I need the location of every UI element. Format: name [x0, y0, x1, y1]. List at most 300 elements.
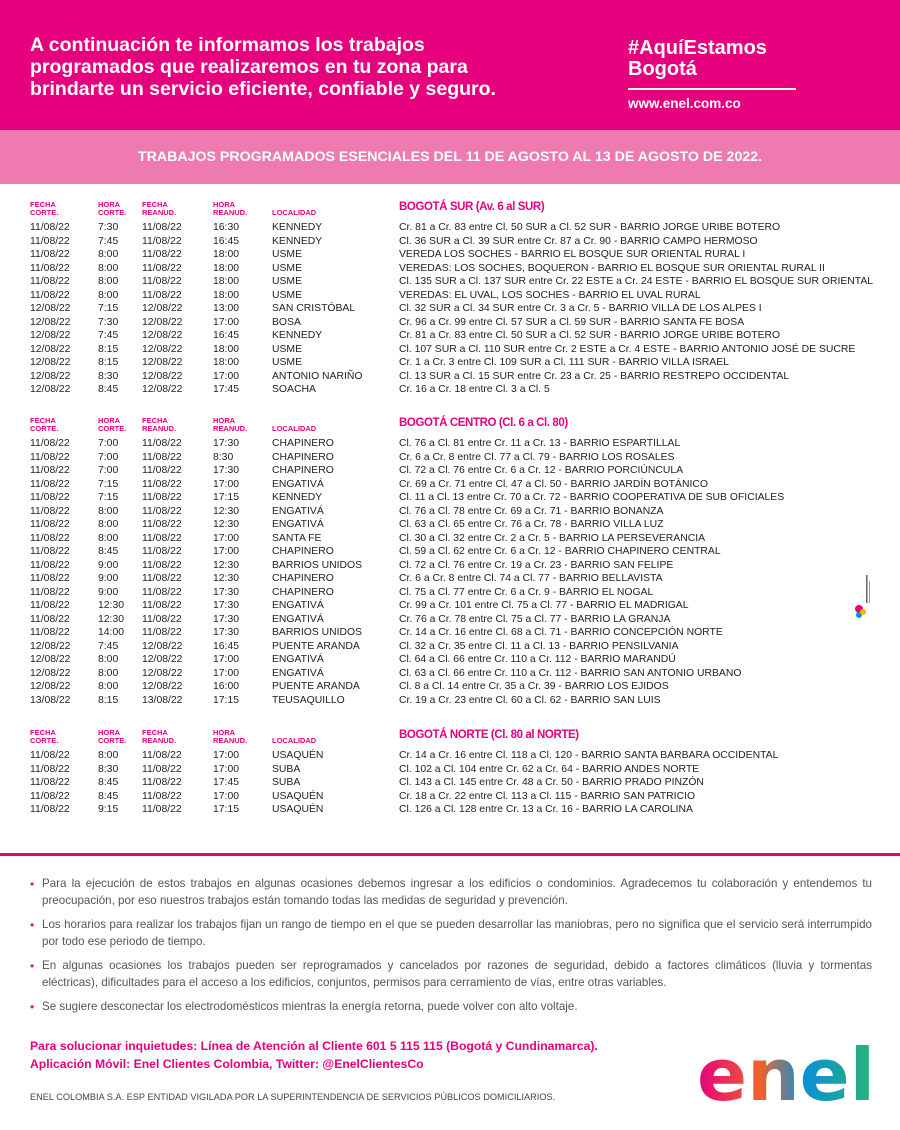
cell-address: Cr. 1 a Cr. 3 entre Cl. 109 SUR a Cl. 111 SUR - BARRIO VILLA ISRAEL: [399, 357, 729, 368]
cell-time-resume: 18:00: [213, 249, 240, 260]
table-row: [0, 613, 900, 627]
column-header-text: FECHA: [30, 728, 56, 737]
column-header-text: HORA: [98, 416, 121, 425]
hashtag-line: Bogotá: [628, 58, 697, 80]
cell-time-cut: 7:15: [98, 492, 119, 503]
contact-info: [30, 1037, 690, 1073]
cell-date-resume: 11/08/22: [142, 249, 182, 260]
cell-date-cut: 11/08/22: [30, 465, 70, 476]
cell-locality: ENGATIVÁ: [272, 519, 324, 530]
cell-date-cut: 11/08/22: [30, 519, 70, 530]
cell-date-resume: 11/08/22: [142, 519, 182, 530]
cell-date-resume: 12/08/22: [142, 370, 183, 382]
section-block: [0, 201, 900, 397]
cell-locality: ENGATIVÁ: [272, 505, 324, 517]
cell-address: Cr. 96 a Cr. 99 entre Cl. 57 SUR a Cl. 59 SUR - BARRIO SANTA FE BOSA: [399, 316, 745, 328]
cell-date-resume: 11/08/22: [142, 627, 182, 638]
cell-locality: KENNEDY: [272, 222, 323, 233]
cell-locality: CHAPINERO: [272, 451, 334, 463]
cell-time-cut: 8:15: [98, 694, 119, 706]
cell-time-resume: 18:00: [213, 343, 240, 355]
cell-date-cut: 11/08/22: [30, 546, 70, 557]
cell-date-resume: 12/08/22: [142, 316, 183, 328]
note-text: Los horarios para realizar los trabajos fijan un rango de tiempo en el que se pueden desarrollar las maniobras, pero no significa que el servicio será interrumpido por todo ese periodo de tiempo.: [42, 918, 872, 948]
cell-address: VEREDAS: LOS SOCHES, BOQUERON - BARRIO EL BOSQUE SUR ORIENTAL RURAL II: [399, 262, 825, 274]
cell-date-cut: 11/08/22: [30, 235, 70, 247]
schedule-title: TRABAJOS PROGRAMADOS ESENCIALES DEL 11 DE AGOSTO AL 13 DE AGOSTO DE 2022.: [0, 130, 900, 184]
table-row: [0, 532, 900, 546]
table-row: [0, 437, 900, 451]
intro-text: [30, 34, 590, 100]
cell-date-cut: 13/08/22: [30, 694, 71, 706]
column-header: [213, 729, 247, 745]
cell-date-cut: 11/08/22: [30, 478, 70, 490]
cell-address: Cl. 8 a Cl. 14 entre Cr. 35 a Cr. 39 - BARRIO LOS EJIDOS: [399, 681, 669, 692]
cell-time-resume: 8:30: [213, 451, 234, 463]
cell-date-cut: 12/08/22: [30, 384, 71, 395]
hashtag-line: #AquíEstamos: [628, 37, 767, 59]
cell-locality: SAN CRISTÓBAL: [272, 303, 356, 314]
cell-date-resume: 11/08/22: [142, 235, 182, 247]
cell-locality: CHAPINERO: [272, 546, 334, 557]
cell-time-resume: 17:15: [213, 804, 240, 815]
cell-address: Cl. 107 SUR a Cl. 110 SUR entre Cr. 2 ESTE a Cr. 4 ESTE - BARRIO ANTONIO JOSÉ DE SUCRE: [399, 343, 856, 355]
cell-time-resume: 12:30: [213, 505, 240, 517]
cell-address: Cr. 16 a Cr. 18 entre Cl. 3 a Cl. 5: [399, 384, 550, 395]
cell-address: Cl. 11 a Cl. 13 entre Cr. 70 a Cr. 72 - BARRIO COOPERATIVA DE SUB OFICIALES: [399, 492, 785, 503]
cell-address: Cr. 81 a Cr. 83 entre Cl. 50 SUR a Cl. 52 SUR - BARRIO JORGE URIBE BOTERO: [399, 222, 781, 233]
divider: [628, 88, 796, 90]
cell-address: Cl. 135 SUR a Cl. 137 SUR entre Cr. 22 ESTE a Cr. 24 ESTE - BARRIO EL BOSQUE SUR ORIENTAL: [399, 276, 874, 287]
supervision-logo: [853, 571, 873, 621]
cell-locality: KENNEDY: [272, 235, 323, 247]
table-row: [0, 545, 900, 559]
cell-date-cut: 12/08/22: [30, 316, 71, 328]
cell-time-cut: 8:45: [98, 790, 119, 802]
cell-time-cut: 12:30: [98, 613, 125, 625]
cell-date-cut: 11/08/22: [30, 586, 70, 598]
cell-date-cut: 11/08/22: [30, 777, 70, 788]
column-header-localidad: LOCALIDAD: [272, 424, 317, 433]
column-header-text: REANUD.: [142, 424, 177, 433]
cell-date-cut: 11/08/22: [30, 438, 70, 449]
table-row: [0, 640, 900, 654]
table-row: [0, 343, 900, 357]
table-row: [0, 667, 900, 681]
cell-address: Cr. 14 a Cr. 16 entre Cl. 68 a Cl. 71 - BARRIO CONCEPCIÓN NORTE: [399, 627, 723, 638]
cell-address: Cl. 32 a Cr. 35 entre Cl. 11 a Cl. 13 - BARRIO PENSILVANIA: [399, 640, 679, 652]
cell-date-cut: 11/08/22: [30, 276, 70, 287]
cell-time-cut: 14:00: [98, 627, 125, 638]
cell-time-cut: 7:15: [98, 478, 119, 490]
cell-time-cut: 9:00: [98, 559, 119, 571]
cell-time-resume: 16:45: [213, 640, 240, 652]
cell-address: Cl. 36 SUR a Cl. 39 SUR entre Cr. 87 a Cr. 90 - BARRIO CAMPO HERMOSO: [399, 235, 758, 247]
cell-date-cut: 11/08/22: [30, 505, 70, 517]
column-header: [98, 417, 126, 433]
cell-time-cut: 8:45: [98, 777, 119, 788]
cell-locality: ANTONIO NARIÑO: [272, 370, 363, 382]
cell-time-resume: 12:30: [213, 559, 240, 571]
section-title: BOGOTÁ CENTRO (Cl. 6 a Cl. 80): [399, 417, 568, 429]
intro-line: A continuación te informamos los trabajos: [30, 34, 425, 56]
table-row: [0, 763, 900, 777]
note-text: En algunas ocasiones los trabajos pueden ser reprogramados y cancelados por razones de seguridad, debido a factores climáticos (lluvia y tormentas eléctricas), dificultades para el acceso a los edificios, conjuntos, permisos para cerramiento de vías, entre otras variables.: [42, 959, 872, 989]
cell-time-resume: 12:30: [213, 573, 240, 584]
cell-locality: ENGATIVÁ: [272, 600, 324, 611]
cell-date-resume: 11/08/22: [142, 790, 182, 802]
table-row: [0, 680, 900, 694]
cell-time-cut: 8:00: [98, 276, 119, 287]
cell-date-cut: 12/08/22: [30, 667, 71, 679]
cell-date-resume: 11/08/22: [142, 465, 182, 476]
column-header-text: CORTE.: [98, 208, 127, 217]
bullet-icon: •: [30, 877, 35, 891]
column-header-text: HORA: [213, 416, 236, 425]
cell-address: Cl. 30 a Cl. 32 entre Cr. 2 a Cr. 5 - BARRIO LA PERSEVERANCIA: [399, 532, 706, 544]
cell-time-cut: 8:15: [98, 343, 119, 355]
table-row: [0, 626, 900, 640]
cell-date-resume: 11/08/22: [142, 750, 182, 761]
cell-address: Cr. 69 a Cr. 71 entre Cl. 47 a Cl. 50 - BARRIO JARDÍN BOTÁNICO: [399, 478, 708, 490]
note-item: [30, 958, 872, 991]
table-row: [0, 356, 900, 370]
table-row: [0, 464, 900, 478]
contact-line: Aplicación Móvil: Enel Clientes Colombia, Twitter: @EnelClientesCo: [30, 1057, 424, 1071]
cell-date-resume: 12/08/22: [142, 330, 183, 341]
cell-date-cut: 12/08/22: [30, 370, 71, 382]
cell-time-resume: 16:45: [213, 235, 240, 247]
column-header-text: HORA: [98, 728, 121, 737]
cell-date-resume: 12/08/22: [142, 384, 183, 395]
cell-time-cut: 7:30: [98, 222, 119, 233]
cell-time-cut: 7:45: [98, 640, 119, 652]
column-header-localidad: LOCALIDAD: [272, 208, 317, 217]
cell-date-resume: 11/08/22: [142, 600, 182, 611]
cell-date-cut: 11/08/22: [30, 613, 70, 625]
cell-time-cut: 8:00: [98, 532, 119, 544]
cell-date-resume: 11/08/22: [142, 613, 182, 625]
bullet-icon: •: [30, 918, 35, 932]
cell-date-cut: 12/08/22: [30, 681, 71, 692]
column-header-text: REANUD.: [142, 736, 177, 745]
column-header: [142, 417, 176, 433]
table-row: [0, 451, 900, 465]
cell-time-resume: 17:00: [213, 316, 240, 328]
cell-date-resume: 11/08/22: [142, 763, 182, 775]
cell-date-cut: 12/08/22: [30, 640, 71, 652]
cell-address: Cl. 76 a Cl. 81 entre Cr. 11 a Cr. 13 - BARRIO ESPARTILLAL: [399, 438, 681, 449]
cell-time-resume: 12:30: [213, 519, 240, 530]
cell-date-cut: 12/08/22: [30, 343, 71, 355]
cell-locality: USAQUÉN: [272, 790, 324, 802]
cell-date-resume: 11/08/22: [142, 276, 182, 287]
cell-date-cut: 11/08/22: [30, 532, 70, 544]
cell-date-cut: 11/08/22: [30, 600, 70, 611]
cell-time-resume: 17:45: [213, 777, 240, 788]
cell-time-resume: 17:00: [213, 667, 240, 679]
cell-time-cut: 12:30: [98, 600, 125, 611]
bullet-icon: •: [30, 1000, 35, 1014]
intro-line: brindarte un servicio eficiente, confiable y seguro.: [30, 78, 496, 100]
column-header-row: [0, 417, 900, 437]
cell-address: Cl. 32 SUR a Cl. 34 SUR entre Cr. 3 a Cr. 5 - BARRIO VILLA DE LOS ALPES I: [399, 303, 762, 314]
column-header: [30, 201, 58, 217]
table-row: [0, 235, 900, 249]
cell-time-resume: 17:00: [213, 370, 240, 382]
section-title: BOGOTÁ NORTE (Cl. 80 al NORTE): [399, 729, 579, 741]
table-row: [0, 586, 900, 600]
cell-time-cut: 8:00: [98, 289, 119, 301]
cell-locality: SOACHA: [272, 384, 316, 395]
table-row: [0, 790, 900, 804]
section-block: [0, 417, 900, 707]
cell-date-cut: 11/08/22: [30, 451, 70, 463]
cell-locality: USAQUÉN: [272, 804, 324, 815]
cell-date-resume: 11/08/22: [142, 559, 182, 571]
column-header-text: FECHA: [30, 200, 56, 209]
cell-locality: SUBA: [272, 777, 301, 788]
cell-time-cut: 8:00: [98, 249, 119, 260]
cell-time-cut: 7:30: [98, 316, 119, 328]
cell-locality: CHAPINERO: [272, 438, 334, 449]
cell-address: Cl. 63 a Cl. 65 entre Cr. 76 a Cr. 78 - BARRIO VILLA LUZ: [399, 519, 664, 530]
cell-locality: USME: [272, 262, 303, 274]
cell-date-resume: 11/08/22: [142, 532, 182, 544]
cell-date-resume: 11/08/22: [142, 262, 182, 274]
cell-date-cut: 11/08/22: [30, 492, 70, 503]
cell-time-resume: 17:00: [213, 763, 240, 775]
cell-date-resume: 12/08/22: [142, 640, 183, 652]
cell-time-resume: 18:00: [213, 262, 240, 274]
cell-time-resume: 17:15: [213, 492, 240, 503]
column-header-text: HORA: [213, 728, 236, 737]
cell-time-resume: 16:00: [213, 681, 240, 692]
cell-time-resume: 17:30: [213, 613, 240, 625]
column-header: [98, 201, 126, 217]
cell-time-resume: 17:45: [213, 384, 240, 395]
cell-address: Cr. 76 a Cr. 78 entre Cl. 75 a Cl. 77 - BARRIO LA GRANJA: [399, 613, 671, 625]
cell-date-resume: 11/08/22: [142, 451, 182, 463]
column-header: [142, 201, 176, 217]
cell-time-cut: 9:00: [98, 586, 119, 598]
cell-locality: TEUSAQUILLO: [272, 694, 345, 706]
cell-time-resume: 17:30: [213, 438, 240, 449]
column-header-localidad: LOCALIDAD: [272, 736, 317, 745]
column-header-text: CORTE.: [30, 424, 59, 433]
table-row: [0, 803, 900, 817]
cell-time-cut: 7:45: [98, 235, 119, 247]
cell-locality: SANTA FE: [272, 532, 322, 544]
cell-time-cut: 8:00: [98, 654, 119, 665]
cell-time-resume: 16:45: [213, 330, 240, 341]
table-row: [0, 572, 900, 586]
cell-locality: CHAPINERO: [272, 573, 334, 584]
column-header-text: CORTE.: [98, 736, 127, 745]
cell-time-resume: 13:00: [213, 303, 240, 314]
cell-date-cut: 12/08/22: [30, 654, 71, 665]
cell-time-resume: 18:00: [213, 276, 240, 287]
cell-locality: KENNEDY: [272, 330, 323, 341]
cell-date-cut: 11/08/22: [30, 262, 70, 274]
cell-date-resume: 11/08/22: [142, 573, 182, 584]
cell-locality: CHAPINERO: [272, 465, 334, 476]
cell-address: Cl. 64 a Cl. 66 entre Cr. 110 a Cr. 112 - BARRIO MARANDÚ: [399, 654, 676, 665]
divider: [0, 853, 900, 856]
table-row: [0, 518, 900, 532]
cell-time-cut: 7:00: [98, 438, 119, 449]
cell-time-cut: 8:00: [98, 519, 119, 530]
cell-date-resume: 12/08/22: [142, 667, 183, 679]
notes-list: [30, 876, 872, 1024]
column-header-row: [0, 201, 900, 221]
cell-date-cut: 11/08/22: [30, 627, 70, 638]
cell-locality: USAQUÉN: [272, 750, 324, 761]
cell-address: Cr. 6 a Cr. 8 entre Cl. 74 a Cl. 77 - BARRIO BELLAVISTA: [399, 573, 663, 584]
note-text: Se sugiere desconectar los electrodomésticos mientras la energía retorna, puede volver con alto voltaje.: [42, 1000, 578, 1013]
cell-address: VEREDAS: EL UVAL, LOS SOCHES - BARRIO EL UVAL RURAL: [399, 289, 701, 301]
cell-date-cut: 12/08/22: [30, 357, 71, 368]
cell-time-resume: 17:00: [213, 532, 240, 544]
cell-date-cut: 11/08/22: [30, 222, 70, 233]
cell-date-cut: 11/08/22: [30, 249, 70, 260]
cell-time-cut: 9:00: [98, 573, 119, 584]
cell-time-cut: 8:45: [98, 546, 119, 557]
table-row: [0, 262, 900, 276]
column-header-row: [0, 729, 900, 749]
cell-address: Cl. 63 a Cl. 66 entre Cr. 110 a Cr. 112 - BARRIO SAN ANTONIO URBANO: [399, 667, 742, 679]
column-header-text: REANUD.: [213, 424, 248, 433]
cell-time-resume: 17:30: [213, 586, 240, 598]
cell-address: Cl. 143 a Cl. 145 entre Cr. 48 a Cr. 50 - BARRIO PRADO PINZÓN: [399, 777, 704, 788]
cell-time-cut: 7:15: [98, 303, 119, 314]
cell-address: Cl. 75 a Cl. 77 entre Cr. 6 a Cr. 9 - BARRIO EL NOGAL: [399, 586, 654, 598]
cell-date-resume: 12/08/22: [142, 654, 183, 665]
cell-locality: BARRIOS UNIDOS: [272, 627, 363, 638]
cell-time-cut: 7:45: [98, 330, 119, 341]
cell-date-resume: 11/08/22: [142, 289, 182, 301]
column-header: [213, 201, 247, 217]
cell-address: Cl. 13 SUR a Cl. 15 SUR entre Cr. 23 a Cr. 25 - BARRIO RESTREPO OCCIDENTAL: [399, 370, 790, 382]
cell-date-cut: 12/08/22: [30, 303, 71, 314]
cell-date-resume: 11/08/22: [142, 586, 182, 598]
cell-locality: BARRIOS UNIDOS: [272, 559, 363, 571]
cell-time-resume: 16:30: [213, 222, 240, 233]
cell-time-cut: 8:45: [98, 384, 119, 395]
table-row: [0, 559, 900, 573]
cell-date-cut: 12/08/22: [30, 330, 71, 341]
enel-logo: [697, 1040, 879, 1108]
cell-address: VEREDA LOS SOCHES - BARRIO EL BOSQUE SUR ORIENTAL RURAL I: [399, 249, 746, 260]
cell-time-resume: 17:15: [213, 694, 240, 706]
intro-line: programados que realizaremos en tu zona para: [30, 56, 468, 78]
cell-date-resume: 11/08/22: [142, 505, 182, 517]
cell-time-cut: 8:00: [98, 681, 119, 692]
cell-address: Cr. 19 a Cr. 23 entre Cl. 60 a Cl. 62 - BARRIO SAN LUIS: [399, 694, 661, 706]
table-row: [0, 329, 900, 343]
cell-address: Cr. 14 a Cr. 16 entre Cl. 118 a Cl. 120 - BARRIO SANTA BARBARA OCCIDENTAL: [399, 750, 779, 761]
cell-date-cut: 11/08/22: [30, 289, 70, 301]
website-link[interactable]: www.enel.com.co: [628, 96, 741, 111]
cell-date-cut: 11/08/22: [30, 763, 70, 775]
svg-text:enel: enel: [697, 1040, 875, 1108]
cell-date-resume: 11/08/22: [142, 492, 182, 503]
cell-locality: ENGATIVÁ: [272, 613, 324, 625]
note-item: [30, 917, 872, 950]
column-header-text: HORA: [98, 200, 121, 209]
column-header-text: REANUD.: [213, 736, 248, 745]
table-row: [0, 248, 900, 262]
cell-locality: ENGATIVÁ: [272, 667, 324, 679]
cell-address: Cl. 76 a Cl. 78 entre Cr. 69 a Cr. 71 - BARRIO BONANZA: [399, 505, 664, 517]
cell-time-cut: 8:00: [98, 750, 119, 761]
cell-time-resume: 17:30: [213, 627, 240, 638]
column-header-text: CORTE.: [30, 736, 59, 745]
cell-date-cut: 11/08/22: [30, 750, 70, 761]
cell-date-resume: 11/08/22: [142, 478, 182, 490]
bullet-icon: •: [30, 959, 35, 973]
table-row: [0, 599, 900, 613]
cell-locality: USME: [272, 357, 303, 368]
cell-date-resume: 11/08/22: [142, 777, 182, 788]
column-header-text: HORA: [213, 200, 236, 209]
cell-date-resume: 12/08/22: [142, 681, 183, 692]
cell-address: Cl. 72 a Cl. 76 entre Cr. 19 a Cr. 23 - BARRIO SAN FELIPE: [399, 559, 674, 571]
cell-locality: USME: [272, 343, 303, 355]
cell-time-resume: 17:00: [213, 478, 240, 490]
cell-locality: PUENTE ARANDA: [272, 640, 360, 652]
cell-address: Cr. 99 a Cr. 101 entre Cl. 75 a Cl. 77 - BARRIO EL MADRIGAL: [399, 600, 689, 611]
cell-time-cut: 8:15: [98, 357, 119, 368]
note-item: [30, 876, 872, 909]
column-header: [142, 729, 176, 745]
column-header: [98, 729, 126, 745]
cell-time-cut: 7:00: [98, 451, 119, 463]
cell-date-cut: 11/08/22: [30, 573, 70, 584]
cell-time-cut: 8:30: [98, 763, 119, 775]
header-banner: [0, 0, 900, 130]
cell-locality: SUBA: [272, 763, 301, 775]
cell-locality: CHAPINERO: [272, 586, 334, 598]
cell-time-resume: 17:00: [213, 654, 240, 665]
table-row: [0, 316, 900, 330]
cell-time-resume: 18:00: [213, 357, 240, 368]
column-header: [30, 729, 58, 745]
cell-address: Cl. 126 a Cl. 128 entre Cr. 13 a Cr. 16 - BARRIO LA CAROLINA: [399, 804, 693, 815]
column-header-text: CORTE.: [30, 208, 59, 217]
cell-time-resume: 17:00: [213, 750, 240, 761]
hashtag-block: [628, 38, 808, 111]
table-row: [0, 749, 900, 763]
cell-time-cut: 8:00: [98, 667, 119, 679]
cell-date-resume: 13/08/22: [142, 694, 183, 706]
table-row: [0, 491, 900, 505]
cell-date-resume: 12/08/22: [142, 343, 183, 355]
table-row: [0, 776, 900, 790]
cell-time-resume: 18:00: [213, 289, 240, 301]
cell-address: Cr. 18 a Cr. 22 entre Cl. 113 a Cl. 115 - BARRIO SAN PATRICIO: [399, 790, 696, 802]
cell-date-resume: 11/08/22: [142, 804, 182, 815]
cell-locality: USME: [272, 249, 303, 260]
column-header-text: FECHA: [30, 416, 56, 425]
table-row: [0, 505, 900, 519]
cell-time-resume: 17:00: [213, 790, 240, 802]
cell-date-resume: 11/08/22: [142, 438, 182, 449]
contact-line: Para solucionar inquietudes: Línea de Atención al Cliente 601 5 115 115 (Bogotá y Cundinamarca).: [30, 1039, 598, 1053]
footer-legal: ENEL COLOMBIA S.A. ESP ENTIDAD VIGILADA POR LA SUPERINTENDENCIA DE SERVICIOS PÚBLICOS DOMICILIARIOS.: [30, 1092, 556, 1102]
cell-address: Cl. 102 a Cl. 104 entre Cr. 62 a Cr. 64 - BARRIO ANDES NORTE: [399, 763, 700, 775]
cell-time-resume: 17:30: [213, 600, 240, 611]
